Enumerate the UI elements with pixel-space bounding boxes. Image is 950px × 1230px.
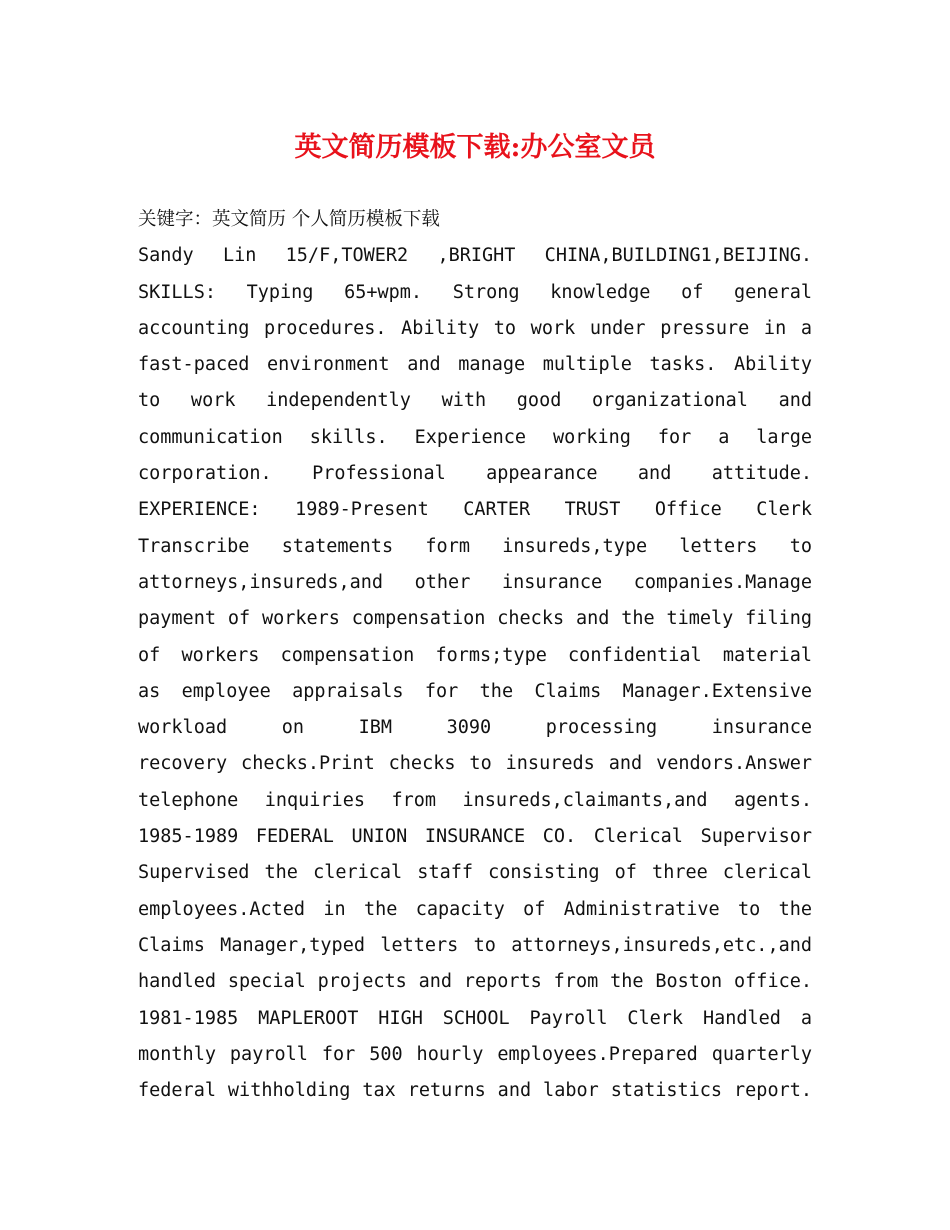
experience-line-16: monthly payroll for 500 hourly employees.Prepared quarterly xyxy=(138,1043,812,1065)
experience-line-10: 1985-1989 FEDERAL UNION INSURANCE CO. Clerical Supervisor xyxy=(138,826,812,848)
experience-line-2: Transcribe statements form insureds,type letters to xyxy=(138,535,812,557)
experience-line-13: Claims Manager,typed letters to attorneys,insureds,etc.,and xyxy=(138,934,812,956)
skills-line-2: accounting procedures. Ability to work under pressure in a xyxy=(138,317,812,339)
skills-line-3: fast-paced environment and manage multiple tasks. Ability xyxy=(138,354,812,376)
skills-line-1: SKILLS: Typing 65+wpm. Strong knowledge of general xyxy=(138,281,812,303)
experience-line-3: attorneys,insureds,and other insurance companies.Manage xyxy=(138,571,812,593)
experience-line-4: payment of workers compensation checks and the timely filing xyxy=(138,608,812,630)
document-title: 英文简历模板下载:办公室文员 xyxy=(294,132,656,163)
experience-line-8: recovery checks.Print checks to insureds and vendors.Answer xyxy=(138,753,812,775)
experience-line-17: federal withholding tax returns and labor statistics report. xyxy=(138,1080,812,1102)
experience-line-5: of workers compensation forms;type confidential material xyxy=(138,644,812,666)
experience-line-1: EXPERIENCE: 1989-Present CARTER TRUST Office Clerk xyxy=(138,499,812,521)
experience-line-11: Supervised the clerical staff consisting of three clerical xyxy=(138,862,812,884)
keywords-line: 关键字：英文简历 个人简历模板下载 xyxy=(138,209,440,230)
resume-body xyxy=(138,202,812,1109)
contact-line: Sandy Lin 15/F,TOWER2 ,BRIGHT CHINA,BUILDING1,BEIJING. xyxy=(138,245,812,267)
experience-line-6: as employee appraisals for the Claims Manager.Extensive xyxy=(138,680,812,702)
experience-line-7: workload on IBM 3090 processing insurance xyxy=(138,717,812,739)
skills-line-6: corporation. Professional appearance and attitude. xyxy=(138,463,812,485)
experience-line-14: handled special projects and reports from the Boston office. xyxy=(138,971,812,993)
experience-line-15: 1981-1985 MAPLEROOT HIGH SCHOOL Payroll Clerk Handled a xyxy=(138,1007,812,1029)
experience-line-9: telephone inquiries from insureds,claimants,and agents. xyxy=(138,789,812,811)
skills-line-4: to work independently with good organizational and xyxy=(138,390,812,412)
experience-line-12: employees.Acted in the capacity of Administrative to the xyxy=(138,898,812,920)
skills-line-5: communication skills. Experience working for a large xyxy=(138,426,812,448)
